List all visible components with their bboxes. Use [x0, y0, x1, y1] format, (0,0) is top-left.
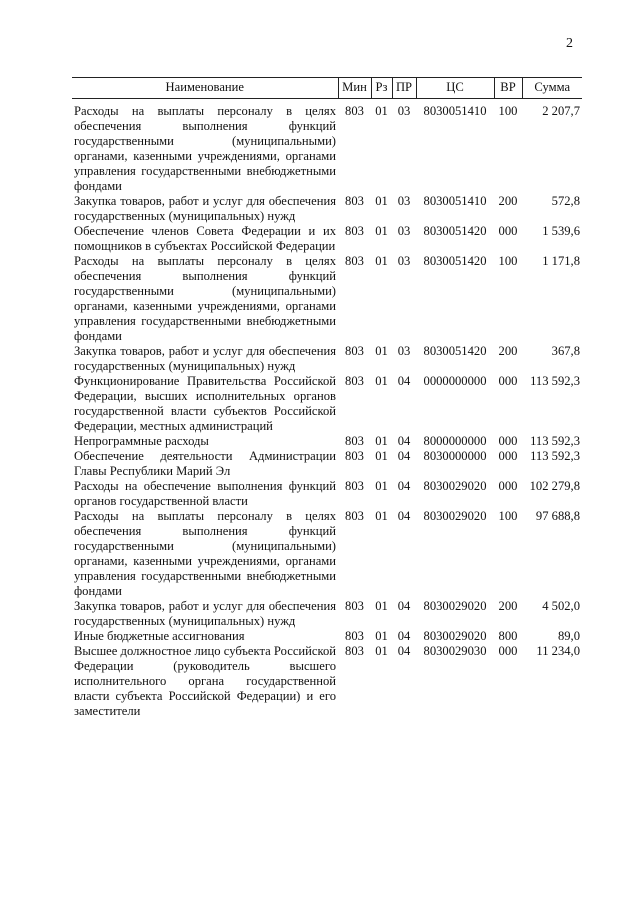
cell-min: 803 [345, 509, 364, 523]
cell-sum: 113 592,3 [530, 374, 580, 388]
cell-cs: 8030029020 [423, 509, 487, 523]
cell-cs: 8030029020 [423, 629, 487, 643]
table-header-row [72, 78, 582, 99]
cell-min: 803 [345, 434, 364, 448]
table-row [72, 224, 582, 254]
cell-pr: 04 [397, 479, 411, 493]
cell-name: Высшее должностное лицо субъекта Российской Федерации (руководитель высшего исполнительного органа государственной власти субъекта Российской Федерации) и его заместители [74, 644, 336, 718]
cell-sum: 367,8 [551, 344, 580, 358]
cell-min: 803 [345, 479, 364, 493]
cell-sum: 2 207,7 [542, 104, 580, 118]
cell-sum: 1 539,6 [542, 224, 580, 238]
cell-pr: 03 [397, 194, 411, 208]
cell-name: Закупка товаров, работ и услуг для обеспечения государственных (муниципальных) нужд [74, 599, 336, 628]
header-pr: ПР [392, 78, 416, 99]
cell-rz: 01 [375, 374, 388, 388]
table-row [72, 99, 582, 195]
cell-rz: 01 [375, 509, 388, 523]
header-rz: Рз [371, 78, 392, 99]
cell-pr: 04 [397, 599, 411, 613]
cell-sum: 89,0 [557, 629, 580, 643]
cell-name: Расходы на обеспечение выполнения функций органов государственной власти [74, 479, 336, 508]
cell-min: 803 [345, 224, 364, 238]
cell-cs: 8030029020 [423, 479, 487, 493]
cell-sum: 11 234,0 [536, 644, 580, 658]
table-row [72, 434, 582, 449]
header-vr: ВР [494, 78, 522, 99]
cell-name: Расходы на выплаты персоналу в целях обеспечения выполнения функций государственными (муниципальными) органами, казенными учреждениями, органами управления государственными внебюджетными фондами [74, 254, 336, 343]
cell-rz: 01 [375, 344, 388, 358]
cell-cs: 8030051410 [423, 194, 487, 208]
table-row [72, 194, 582, 224]
table-row [72, 344, 582, 374]
cell-rz: 01 [375, 629, 388, 643]
cell-vr: 200 [498, 599, 518, 613]
cell-sum: 97 688,8 [535, 509, 580, 523]
cell-min: 803 [345, 194, 364, 208]
table-row [72, 374, 582, 434]
cell-vr: 100 [498, 104, 518, 118]
cell-pr: 03 [397, 224, 411, 238]
table-row [72, 629, 582, 644]
cell-cs: 0000000000 [423, 374, 487, 388]
table-row [72, 644, 582, 719]
cell-vr: 000 [498, 449, 518, 463]
cell-name: Закупка товаров, работ и услуг для обеспечения государственных (муниципальных) нужд [74, 344, 336, 373]
cell-vr: 000 [498, 434, 518, 448]
cell-name: Закупка товаров, работ и услуг для обеспечения государственных (муниципальных) нужд [74, 194, 336, 223]
cell-min: 803 [345, 254, 364, 268]
cell-sum: 572,8 [551, 194, 580, 208]
cell-vr: 000 [498, 374, 518, 388]
cell-cs: 8030051420 [423, 254, 487, 268]
cell-pr: 03 [397, 104, 411, 118]
table-row [72, 479, 582, 509]
cell-rz: 01 [375, 254, 388, 268]
cell-pr: 04 [397, 644, 411, 658]
page-number: 2 [566, 36, 573, 51]
cell-sum: 102 279,8 [529, 479, 580, 493]
cell-min: 803 [345, 644, 364, 658]
cell-name: Непрограммные расходы [74, 434, 209, 448]
cell-vr: 100 [498, 509, 518, 523]
cell-pr: 03 [397, 344, 411, 358]
cell-name: Расходы на выплаты персоналу в целях обеспечения выполнения функций государственными (муниципальными) органами, казенными учреждениями, органами управления государственными внебюджетными фондами [74, 509, 336, 598]
cell-pr: 04 [397, 509, 411, 523]
cell-vr: 800 [498, 629, 518, 643]
cell-rz: 01 [375, 224, 388, 238]
table-row [72, 509, 582, 599]
table-row [72, 449, 582, 479]
cell-rz: 01 [375, 449, 388, 463]
cell-pr: 04 [397, 374, 411, 388]
cell-rz: 01 [375, 194, 388, 208]
cell-rz: 01 [375, 644, 388, 658]
cell-cs: 8030051420 [423, 224, 487, 238]
header-min: Мин [338, 78, 371, 99]
header-cs: ЦС [416, 78, 494, 99]
header-sum: Сумма [522, 78, 582, 99]
cell-min: 803 [345, 344, 364, 358]
cell-min: 803 [345, 449, 364, 463]
cell-name: Обеспечение деятельности Администрации Главы Республики Марий Эл [74, 449, 336, 478]
header-name: Наименование [72, 78, 338, 99]
cell-vr: 000 [498, 224, 518, 238]
cell-sum: 113 592,3 [530, 449, 580, 463]
cell-rz: 01 [375, 434, 388, 448]
cell-cs: 8030051420 [423, 344, 487, 358]
table-row [72, 254, 582, 344]
table-row [72, 599, 582, 629]
cell-vr: 200 [498, 194, 518, 208]
cell-sum: 113 592,3 [530, 434, 580, 448]
cell-min: 803 [345, 629, 364, 643]
cell-name: Функционирование Правительства Российской Федерации, высших исполнительных органов государственной власти субъектов Российской Федерации, местных администраций [74, 374, 336, 433]
cell-cs: 8030029030 [423, 644, 487, 658]
cell-cs: 8000000000 [423, 434, 487, 448]
cell-sum: 4 502,0 [542, 599, 580, 613]
cell-rz: 01 [375, 599, 388, 613]
cell-pr: 03 [397, 254, 411, 268]
cell-min: 803 [345, 374, 364, 388]
cell-pr: 04 [397, 449, 411, 463]
cell-vr: 000 [498, 644, 518, 658]
cell-cs: 8030029020 [423, 599, 487, 613]
budget-table [72, 77, 582, 719]
cell-pr: 04 [397, 434, 411, 448]
cell-cs: 8030051410 [423, 104, 487, 118]
cell-pr: 04 [397, 629, 411, 643]
cell-name: Расходы на выплаты персоналу в целях обеспечения выполнения функций государственными (муниципальными) органами, казенными учреждениями, органами управления государственными внебюджетными фондами [74, 104, 336, 193]
cell-rz: 01 [375, 104, 388, 118]
cell-cs: 8030000000 [423, 449, 487, 463]
cell-min: 803 [345, 599, 364, 613]
cell-min: 803 [345, 104, 364, 118]
cell-vr: 100 [498, 254, 518, 268]
cell-rz: 01 [375, 479, 388, 493]
cell-name: Обеспечение членов Совета Федерации и их помощников в субъектах Российской Федерации [74, 224, 336, 253]
cell-vr: 200 [498, 344, 518, 358]
cell-sum: 1 171,8 [542, 254, 580, 268]
cell-vr: 000 [498, 479, 518, 493]
cell-name: Иные бюджетные ассигнования [74, 629, 245, 643]
